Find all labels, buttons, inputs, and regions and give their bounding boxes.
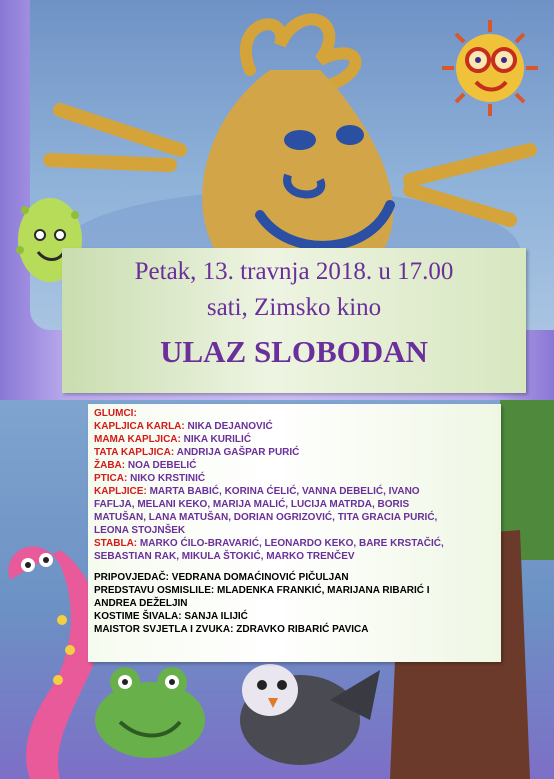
- crew-label: PRIPOVJEDAČ:: [94, 572, 170, 583]
- cast-actors: LEONA STOJNŠEK: [94, 525, 186, 536]
- cast-actors: NIKA KURILIĆ: [183, 434, 252, 445]
- cast-actors: NOA DEBELIĆ: [127, 460, 197, 471]
- cast-actors: MARKO ĆILO-BRAVARIĆ, LEONARDO KEKO, BARE KRSTAČIĆ,: [139, 538, 444, 549]
- cast-role: KAPLJICE:: [94, 486, 147, 497]
- cast-actors: NIKO KRSTINIĆ: [130, 473, 206, 484]
- cast-line: [94, 485, 501, 498]
- crew-value: VEDRANA DOMAĆINOVIĆ PIČULJAN: [171, 572, 349, 583]
- event-info-box: [62, 248, 526, 393]
- crew-label: PREDSTAVU OSMISLILE:: [94, 585, 215, 596]
- crew-list: [94, 571, 501, 636]
- crew-value: ZDRAVKO RIBARIĆ PAVICA: [236, 624, 369, 635]
- cast-line: [94, 498, 501, 511]
- crew-value: ANDREA DEŽELJIN: [94, 598, 188, 609]
- cast-actors: MARTA BABIĆ, KORINA ĆELIĆ, VANNA DEBELIĆ, IVANO: [149, 486, 420, 497]
- cast-line: [94, 472, 501, 485]
- cast-role: PTICA:: [94, 473, 128, 484]
- event-date-time: Petak, 13. travnja 2018. u 17.00: [134, 258, 454, 285]
- pink-lizard-icon: [8, 546, 100, 779]
- crew-value: SANJA ILIJIĆ: [184, 611, 248, 622]
- cast-actors: FAFLJA, MELANI KEKO, MARIJA MALIĆ, LUCIJA MATRDA, BORIS: [94, 499, 410, 510]
- cast-actors: ANDRIJA GAŠPAR PURIĆ: [176, 447, 300, 458]
- cast-line: [94, 433, 501, 446]
- crew-line: [94, 571, 501, 584]
- cast-actors: NIKA DEJANOVIĆ: [187, 421, 273, 432]
- cast-actors: MATUŠAN, LANA MATUŠAN, DORIAN OGRIZOVIĆ, TITA GRACIA PURIĆ,: [94, 512, 438, 523]
- cast-line: [94, 550, 501, 563]
- cast-line: [94, 420, 501, 433]
- cast-role: TATA KAPLJICA:: [94, 447, 175, 458]
- cast-line: [94, 524, 501, 537]
- cast-role: KAPLJICA KARLA:: [94, 421, 185, 432]
- crew-label: MAISTOR SVJETLA I ZVUKA:: [94, 624, 234, 635]
- green-frog-icon: [95, 667, 205, 758]
- cast-line: [94, 459, 501, 472]
- crew-label: KOSTIME ŠIVALA:: [94, 611, 182, 622]
- cast-heading: GLUMCI:: [94, 408, 137, 419]
- cast-role: MAMA KAPLJICA:: [94, 434, 181, 445]
- free-entry-label: ULAZ SLOBODAN: [160, 334, 428, 369]
- cast-role: ŽABA:: [94, 460, 126, 471]
- crew-line: [94, 610, 501, 623]
- crew-value: MLADENKA FRANKIĆ, MARIJANA RIBARIĆ I: [216, 585, 430, 596]
- sun-with-glasses-icon: [440, 18, 540, 118]
- cast-line: [94, 537, 501, 550]
- cast-actors: SEBASTIAN RAK, MIKULA ŠTOKIĆ, MARKO TRENČEV: [94, 551, 355, 562]
- cast-role: STABLA:: [94, 538, 138, 549]
- cast-line: [94, 446, 501, 459]
- event-venue: sati, Zimsko kino: [206, 294, 382, 321]
- crew-line: [94, 584, 501, 597]
- cast-line: [94, 511, 501, 524]
- crew-line: [94, 623, 501, 636]
- credits-box: [88, 404, 501, 662]
- crew-line: [94, 597, 501, 610]
- bird-icon: [240, 664, 380, 765]
